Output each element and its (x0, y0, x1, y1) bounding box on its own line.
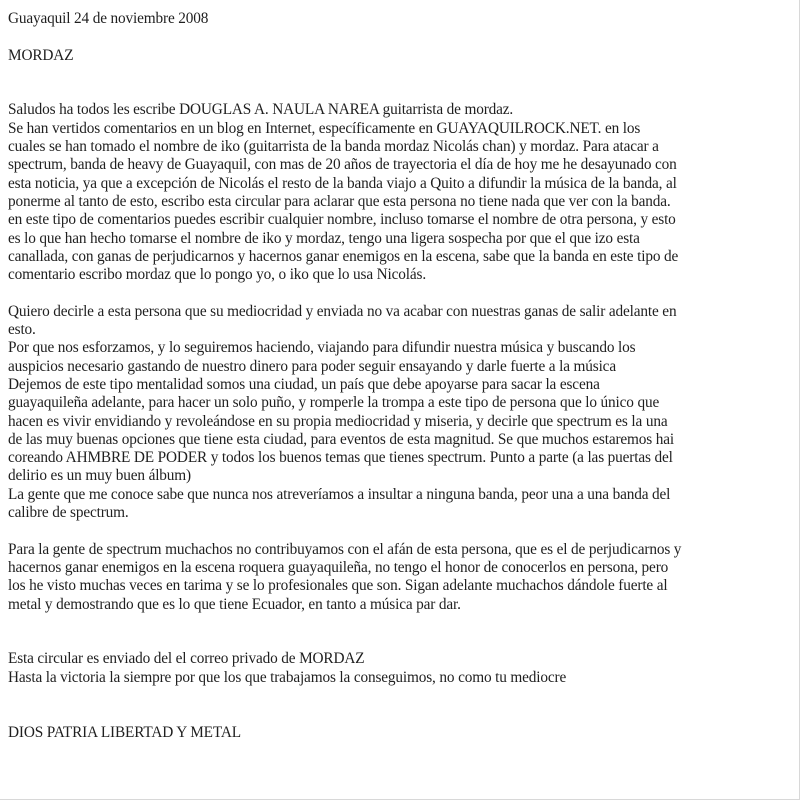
spacer (8, 284, 788, 302)
closing-block (8, 650, 788, 687)
paragraph-line: esto. (8, 321, 36, 339)
paragraph-line: Se han vertidos comentarios en un blog en Internet, específicamente en GUAYAQUILROCK.NET. en los (8, 119, 641, 137)
motto: DIOS PATRIA LIBERTAD Y METAL (8, 723, 241, 741)
paragraph-line: Para la gente de spectrum muchachos no contribuyamos con el afán de esta persona, que es el de perjudicarnos y (8, 540, 682, 558)
paragraph-line: metal y demostrando que es lo que tiene Ecuador, en tanto a música par dar. (8, 595, 461, 613)
paragraph-2 (8, 303, 788, 523)
paragraph-line: delirio es un muy buen álbum) (8, 467, 191, 485)
paragraph-line: hacen es vivir envidiando y revoleándose en su propia mediocridad y miseria, y decirle que spectrum es la una (8, 412, 668, 430)
paragraph-line: Quiero decirle a esta persona que su mediocridad y enviada no va acabar con nuestras ganas de salir adelante en (8, 302, 677, 320)
paragraph-line: ponerme al tanto de esto, escribo esta circular para aclarar que esta persona no tiene nada que ver con la banda. (8, 192, 671, 210)
paragraph-1 (8, 101, 788, 284)
paragraph-line: esta noticia, ya que a excepción de Nicolás el resto de la banda viajo a Quito a difundir la música de la banda, al (8, 174, 677, 192)
spacer (8, 522, 788, 540)
paragraph-line: coreando AHMBRE DE PODER y todos los buenos temas que tienes spectrum. Punto a parte (a las puertas del (8, 449, 673, 467)
paragraph-line: Saludos ha todos les escribe DOUGLAS A. NAULA NAREA guitarrista de mordaz. (8, 101, 514, 119)
spacer (8, 83, 788, 101)
paragraph-line: La gente que me conoce sabe que nunca nos atreveríamos a insultar a ninguna banda, peor una a una banda del (8, 485, 671, 503)
closing-line: Hasta la victoria la siempre por que los que trabajamos la conseguimos, no como tu mediocre (8, 668, 567, 686)
paragraph-line: Dejemos de este tipo mentalidad somos una ciudad, un país que debe apoyarse para sacar la escena (8, 375, 600, 393)
paragraph-line: auspicios necesario gastando de nuestro dinero para poder seguir ensayando y darle fuerte a la música (8, 357, 616, 375)
spacer (8, 28, 788, 46)
addressee: MORDAZ (8, 46, 74, 64)
closing-line: Esta circular es enviado del el correo privado de MORDAZ (8, 650, 365, 668)
paragraph-3 (8, 541, 788, 614)
spacer (8, 65, 788, 83)
paragraph-line: es lo que han hecho tomarse el nombre de iko y mordaz, tengo una ligera sospecha por que el que izo esta (8, 229, 640, 247)
paragraph-line: en este tipo de comentarios puedes escribir cualquier nombre, incluso tomarse el nombre de otra persona, y esto (8, 211, 676, 229)
spacer (8, 632, 788, 650)
paragraph-line: spectrum, banda de heavy de Guayaquil, con mas de 20 años de trayectoria el día de hoy me he desayunado con (8, 156, 677, 174)
paragraph-line: comentario escribo mordaz que lo pongo yo, o iko que lo usa Nicolás. (8, 266, 427, 284)
paragraph-line: hacernos ganar enemigos en la escena roquera guayaquileña, no tengo el honor de conocerlos en persona, pero (8, 558, 669, 576)
paragraph-line: calibre de spectrum. (8, 504, 129, 522)
paragraph-line: canallada, con ganas de perjudicarnos y hacernos ganar enemigos en la escena, sabe que la banda en este tipo de (8, 247, 679, 265)
paragraph-line: de las muy buenas opciones que tiene esta ciudad, para eventos de esta magnitud. Se que muchos estaremos hai (8, 430, 675, 448)
paragraph-line: guayaquileña adelante, para hacer un solo puño, y romperle la trompa a este tipo de persona que lo único que (8, 394, 660, 412)
spacer (8, 705, 788, 723)
date-line: Guayaquil 24 de noviembre 2008 (8, 10, 209, 27)
paragraph-line: Por que nos esforzamos, y lo seguiremos haciendo, viajando para difundir nuestra música y buscando los (8, 339, 636, 357)
spacer (8, 687, 788, 705)
paragraph-line: los he visto muchas veces en tarima y se lo profesionales que son. Sigan adelante muchachos dándole fuerte al (8, 577, 668, 595)
spacer (8, 614, 788, 632)
paragraph-line: cuales se han tomado el nombre de iko (guitarrista de la banda mordaz Nicolás chan) y mordaz. Para atacar a (8, 138, 659, 156)
